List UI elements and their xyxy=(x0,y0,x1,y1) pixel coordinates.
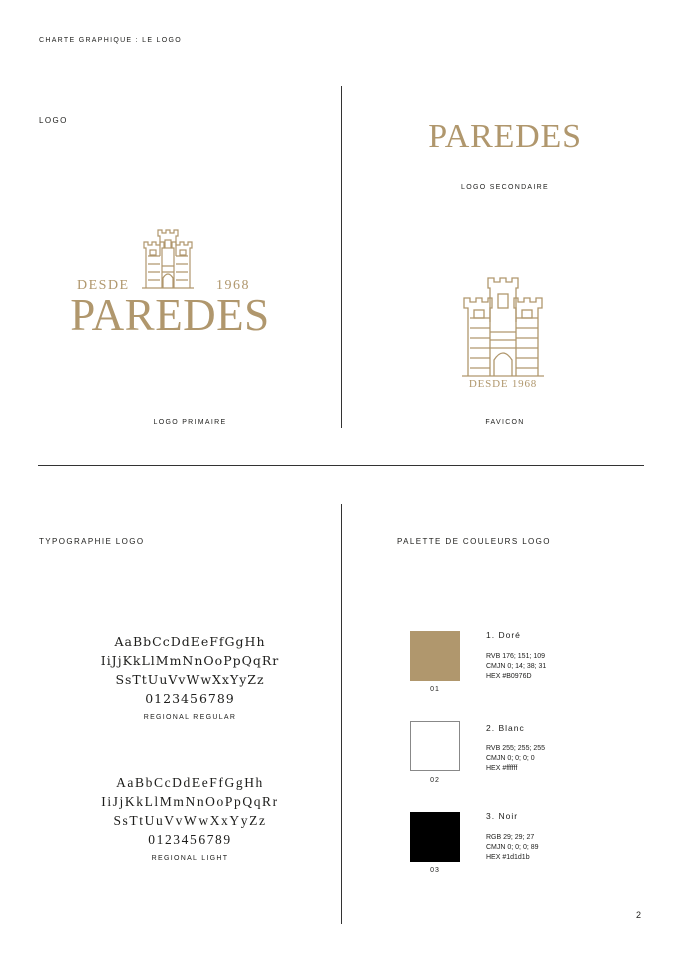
page-number: 2 xyxy=(636,910,642,920)
specimen-line: SsTtUuVvWwXxYyZz xyxy=(115,672,265,687)
secondary-logo-caption: LOGO SECONDAIRE xyxy=(461,184,549,191)
color-cmyk: CMJN 0; 14; 38; 31 xyxy=(486,663,547,670)
color-rgb: RVB 176; 151; 109 xyxy=(486,653,546,660)
favicon-tagline: DESDE 1968 xyxy=(468,378,538,390)
color-swatch-black xyxy=(410,812,460,862)
bottom-vertical-divider xyxy=(341,504,342,924)
primary-tagline-right: 1968 xyxy=(216,278,250,293)
typography-regular-caption: REGIONAL REGULAR xyxy=(143,714,237,721)
typography-heading: TYPOGRAPHIE LOGO xyxy=(39,537,145,546)
color-cmyk: CMJN 0; 0; 0; 0 xyxy=(486,755,535,762)
color-specs xyxy=(486,744,545,774)
specimen-line: IiJjKkLlMmNnOoPpQqRr xyxy=(101,794,279,809)
favicon-caption: FAVICON xyxy=(485,419,525,426)
typography-regular-specimen xyxy=(40,632,340,708)
color-specs xyxy=(486,652,546,682)
favicon-castle-icon xyxy=(460,272,546,378)
specimen-line: AaBbCcDdEeFfGgHh xyxy=(116,775,264,790)
color-name: 3. Noir xyxy=(486,811,519,821)
horizontal-divider xyxy=(38,465,644,466)
primary-logo-caption: LOGO PRIMAIRE xyxy=(153,419,227,426)
color-specs xyxy=(486,833,539,863)
specimen-line: SsTtUuVvWwXxYyZz xyxy=(113,813,267,828)
logo-section-heading: LOGO xyxy=(39,116,68,125)
castle-icon xyxy=(140,226,196,290)
color-number: 02 xyxy=(430,777,440,784)
color-cmyk: CMJN 0; 0; 0; 89 xyxy=(486,844,539,851)
color-number: 03 xyxy=(430,867,440,874)
specimen-line: 0123456789 xyxy=(145,691,235,706)
specimen-line: 0123456789 xyxy=(148,832,232,847)
specimen-line: AaBbCcDdEeFfGgHh xyxy=(114,634,266,649)
color-name: 1. Doré xyxy=(486,630,521,640)
color-hex: HEX #ffffff xyxy=(486,765,518,772)
top-vertical-divider xyxy=(341,86,342,428)
color-hex: HEX #1d1d1b xyxy=(486,854,530,861)
specimen-line: IiJjKkLlMmNnOoPpQqRr xyxy=(100,653,280,668)
page-header-title: CHARTE GRAPHIQUE : LE LOGO xyxy=(39,37,182,44)
color-name: 2. Blanc xyxy=(486,723,525,733)
color-swatch-white xyxy=(410,721,460,771)
color-number: 01 xyxy=(430,686,440,693)
color-swatch-gold xyxy=(410,631,460,681)
secondary-wordmark: PAREDES xyxy=(428,118,582,155)
color-rgb: RVB 255; 255; 255 xyxy=(486,745,546,752)
color-rgb: RGB 29; 29; 27 xyxy=(486,834,535,841)
primary-tagline-left: DESDE xyxy=(77,278,130,293)
typography-light-caption: REGIONAL LIGHT xyxy=(151,855,229,862)
typography-light-specimen xyxy=(40,773,340,849)
primary-wordmark: PAREDES xyxy=(70,290,270,340)
color-hex: HEX #B0976D xyxy=(486,673,532,680)
palette-heading: PALETTE DE COULEURS LOGO xyxy=(397,537,551,546)
